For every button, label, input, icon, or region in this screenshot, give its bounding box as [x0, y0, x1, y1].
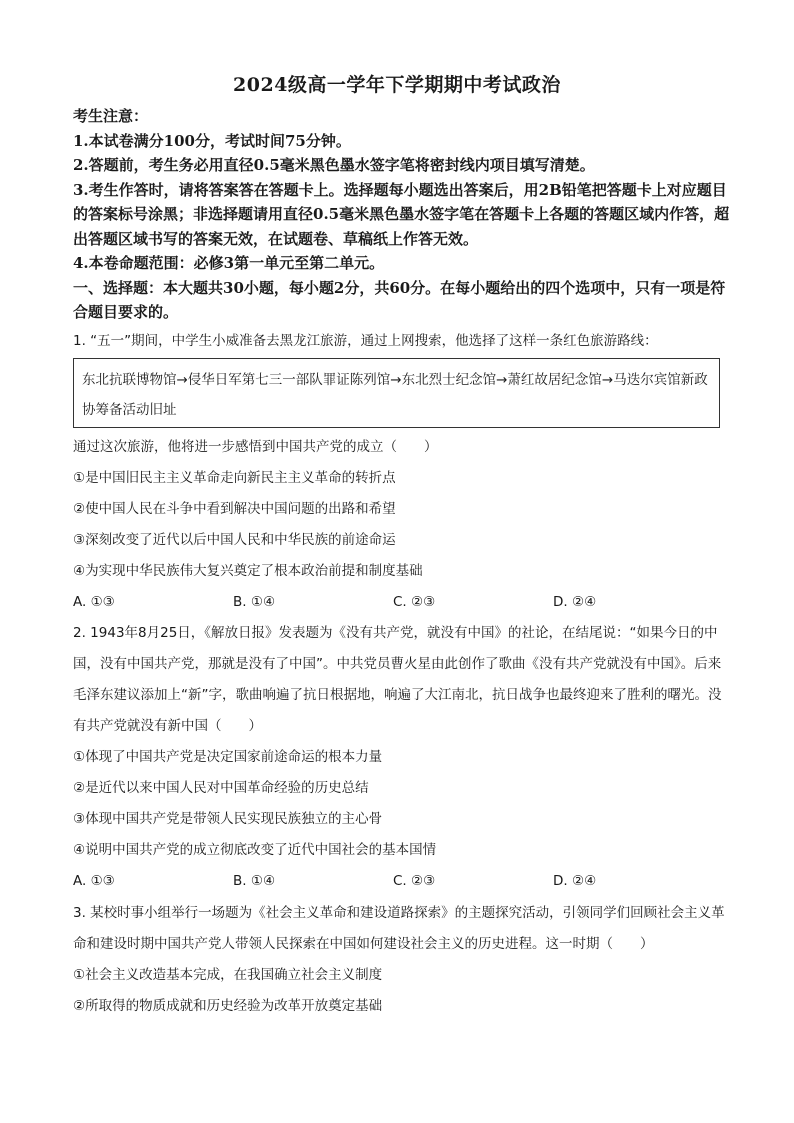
option-b[interactable]: B. ①④	[233, 873, 276, 889]
question-2-options	[73, 866, 733, 897]
option-b[interactable]: B. ①④	[233, 594, 276, 610]
section-heading: 一、选择题：本大题共30小题，每小题2分，共60分。在每小题给出的四个选项中，只有一项是符合题目要求的。	[73, 278, 726, 321]
question-1-statement-4: ④为实现中华民族伟大复兴奠定了根本政治前提和制度基础	[73, 563, 423, 579]
route-box: 东北抗联博物馆→侵华日军第七三一部队罪证陈列馆→东北烈士纪念馆→萧红故居纪念馆→马迭尔宾馆新政协筹备活动旧址	[73, 358, 720, 428]
notice-item-3: 3.考生作答时，请将答案答在答题卡上。选择题每小题选出答案后，用2B铅笔把答题卡上对应题目的答案标号涂黑；非选择题请用直径0.5毫米黑色墨水签字笔在答题卡上各题的答题区域内作答，超出答题区域书写的答案无效，在试题卷、草稿纸上作答无效。	[73, 180, 730, 248]
question-3-stem: 3. 某校时事小组举行一场题为《社会主义革命和建设道路探索》的主题探究活动，引领同学们回顾社会主义革命和建设时期中国共产党人带领人民探索在中国如何建设社会主义的历史进程。这一时期（ ）	[73, 905, 725, 952]
option-c[interactable]: C. ②③	[393, 594, 436, 610]
question-2-statement-3: ③体现中国共产党是带领人民实现民族独立的主心骨	[73, 811, 383, 827]
option-c[interactable]: C. ②③	[393, 873, 436, 889]
question-2-statement-2: ②是近代以来中国人民对中国革命经验的历史总结	[73, 780, 369, 796]
question-1-body	[73, 432, 733, 618]
question-2-body	[73, 618, 733, 897]
question-3-body	[73, 898, 733, 1022]
notice-item-1: 1.本试卷满分100分，考试时间75分钟。	[73, 131, 351, 150]
question-1-statement-3: ③深刻改变了近代以后中国人民和中华民族的前途命运	[73, 532, 396, 548]
notice-item-2: 2.答题前，考生务必用直径0.5毫米黑色墨水签字笔将密封线内项目填写清楚。	[73, 156, 595, 174]
question-3-statement-1: ①社会主义改造基本完成，在我国确立社会主义制度	[73, 967, 383, 983]
question-2-statement-4: ④说明中国共产党的成立彻底改变了近代中国社会的基本国情	[73, 842, 437, 858]
question-2-stem: 2. 1943年8月25日，《解放日报》发表题为《没有共产党，就没有中国》的社论，在结尾说：“如果今日的中国，没有中国共产党，那就是没有了中国”。中共党员曹火星由此创作了歌曲《没有共产党就没有中国》。后来毛泽东建议添加上“新”字，歌曲响遍了抗日根据地，响遍了大江南北，抗日战争也最终迎来了胜利的曙光。没有共产党就没有新中国（ ）	[73, 625, 722, 734]
notice-heading: 考生注意：	[73, 107, 149, 125]
option-d[interactable]: D. ②④	[553, 594, 597, 610]
question-1-statement-1: ①是中国旧民主主义革命走向新民主主义革命的转折点	[73, 470, 396, 486]
exam-notice	[73, 104, 733, 325]
option-a[interactable]: A. ①③	[73, 873, 115, 889]
question-1-statement-2: ②使中国人民在斗争中看到解决中国问题的出路和希望	[73, 501, 396, 517]
option-d[interactable]: D. ②④	[553, 873, 597, 889]
question-1-ask: 通过这次旅游，他将进一步感悟到中国共产党的成立（ ）	[73, 439, 438, 455]
question-1-options	[73, 587, 733, 618]
question-3-statement-2: ②所取得的物质成就和历史经验为改革开放奠定基础	[73, 998, 383, 1014]
page-title: 2024级高一学年下学期期中考试政治	[233, 74, 561, 96]
notice-item-4: 4.本卷命题范围：必修3第一单元至第二单元。	[73, 254, 385, 272]
question-2-statement-1: ①体现了中国共产党是决定国家前途命运的根本力量	[73, 749, 383, 765]
option-a[interactable]: A. ①③	[73, 594, 115, 610]
question-1-stem: 1. “五一”期间，中学生小威准备去黑龙江旅游，通过上网搜索，他选择了这样一条红色旅游路线：	[73, 333, 658, 349]
